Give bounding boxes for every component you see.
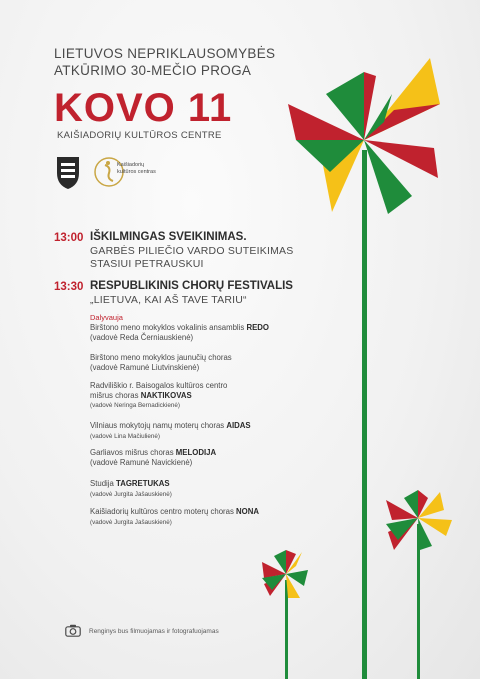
choir-description: Radviliškio r. Baisogalos kultūros centro — [90, 381, 228, 390]
camera-icon — [65, 624, 81, 637]
event-1-title: IŠKILMINGAS SVEIKINIMAS. — [90, 231, 247, 243]
choir-item — [90, 507, 259, 527]
choir-item — [90, 323, 269, 342]
culture-centre-logo-text: Kaišiadorių kultūros centras — [117, 162, 156, 175]
choir-name: AIDAS — [226, 421, 251, 430]
choir-name: TAGRETUKAS — [116, 479, 170, 488]
choir-leader: (vadovė Reda Černiauskienė) — [90, 332, 194, 342]
choir-description: Vilniaus mokytojų namų moterų choras — [90, 421, 227, 430]
choir-leader: (vadovė Jurgita Jašauskienė) — [90, 518, 172, 526]
event-2-time: 13:30 — [54, 281, 84, 293]
choir-description: Studija — [90, 479, 117, 488]
choir-item — [90, 381, 227, 411]
choir-name: NAKTIKOVAS — [140, 390, 192, 400]
choir-description-2: mišrus choras — [90, 390, 141, 400]
choir-leader: (vadovė Jurgita Jašauskienė) — [90, 490, 172, 498]
choir-name: MELODIJA — [175, 448, 217, 457]
event-1-time: 13:00 — [54, 232, 84, 244]
choir-leader: (vadovė Ramunė Liutvinskienė) — [90, 362, 200, 372]
small-pinwheel-icon — [262, 550, 308, 679]
choir-item — [90, 448, 216, 467]
choir-leader: (vadovė Neringa Bernadickienė) — [90, 402, 180, 409]
coat-of-arms-icon — [57, 157, 79, 189]
event-1-subtitle-1: GARBĖS PILIEČIO VARDO SUTEIKIMAS — [90, 245, 294, 257]
participates-label: Dalyvauja — [90, 313, 123, 322]
venue: KAIŠIADORIŲ KULTŪROS CENTRE — [57, 130, 222, 141]
header-line-2: ATKŪRIMO 30-MEČIO PROGA — [54, 63, 252, 78]
footer-note: Renginys bus filmuojamas ir fotografuojamas — [89, 628, 219, 635]
choir-leader: (vadovė Lina Mačiulienė) — [90, 432, 161, 440]
event-date: KOVO 11 — [54, 86, 233, 130]
choir-item — [90, 353, 232, 372]
choir-name: NONA — [236, 507, 260, 516]
choir-description: Birštono meno mokyklos jaunučių choras — [90, 353, 232, 362]
choir-item — [90, 479, 172, 499]
choir-name: REDO — [246, 323, 269, 332]
choir-description: Kaišiadorių kultūros centro moterų choras — [90, 507, 237, 516]
header-line-1: LIETUVOS NEPRIKLAUSOMYBĖS — [54, 46, 276, 61]
medium-pinwheel-icon — [386, 490, 452, 679]
choir-item — [90, 421, 251, 441]
event-1-subtitle-2: STASIUI PETRAUSKUI — [90, 258, 204, 270]
event-2-title: RESPUBLIKINIS CHORŲ FESTIVALIS — [90, 280, 293, 292]
choir-description: Birštono meno mokyklos vokalinis ansamblis — [90, 323, 247, 332]
choir-description: Garliavos mišrus choras — [90, 448, 176, 457]
choir-leader: (vadovė Ramunė Navickienė) — [90, 457, 193, 467]
event-2-subtitle: „LIETUVA, KAI AŠ TAVE TARIU“ — [90, 294, 247, 306]
